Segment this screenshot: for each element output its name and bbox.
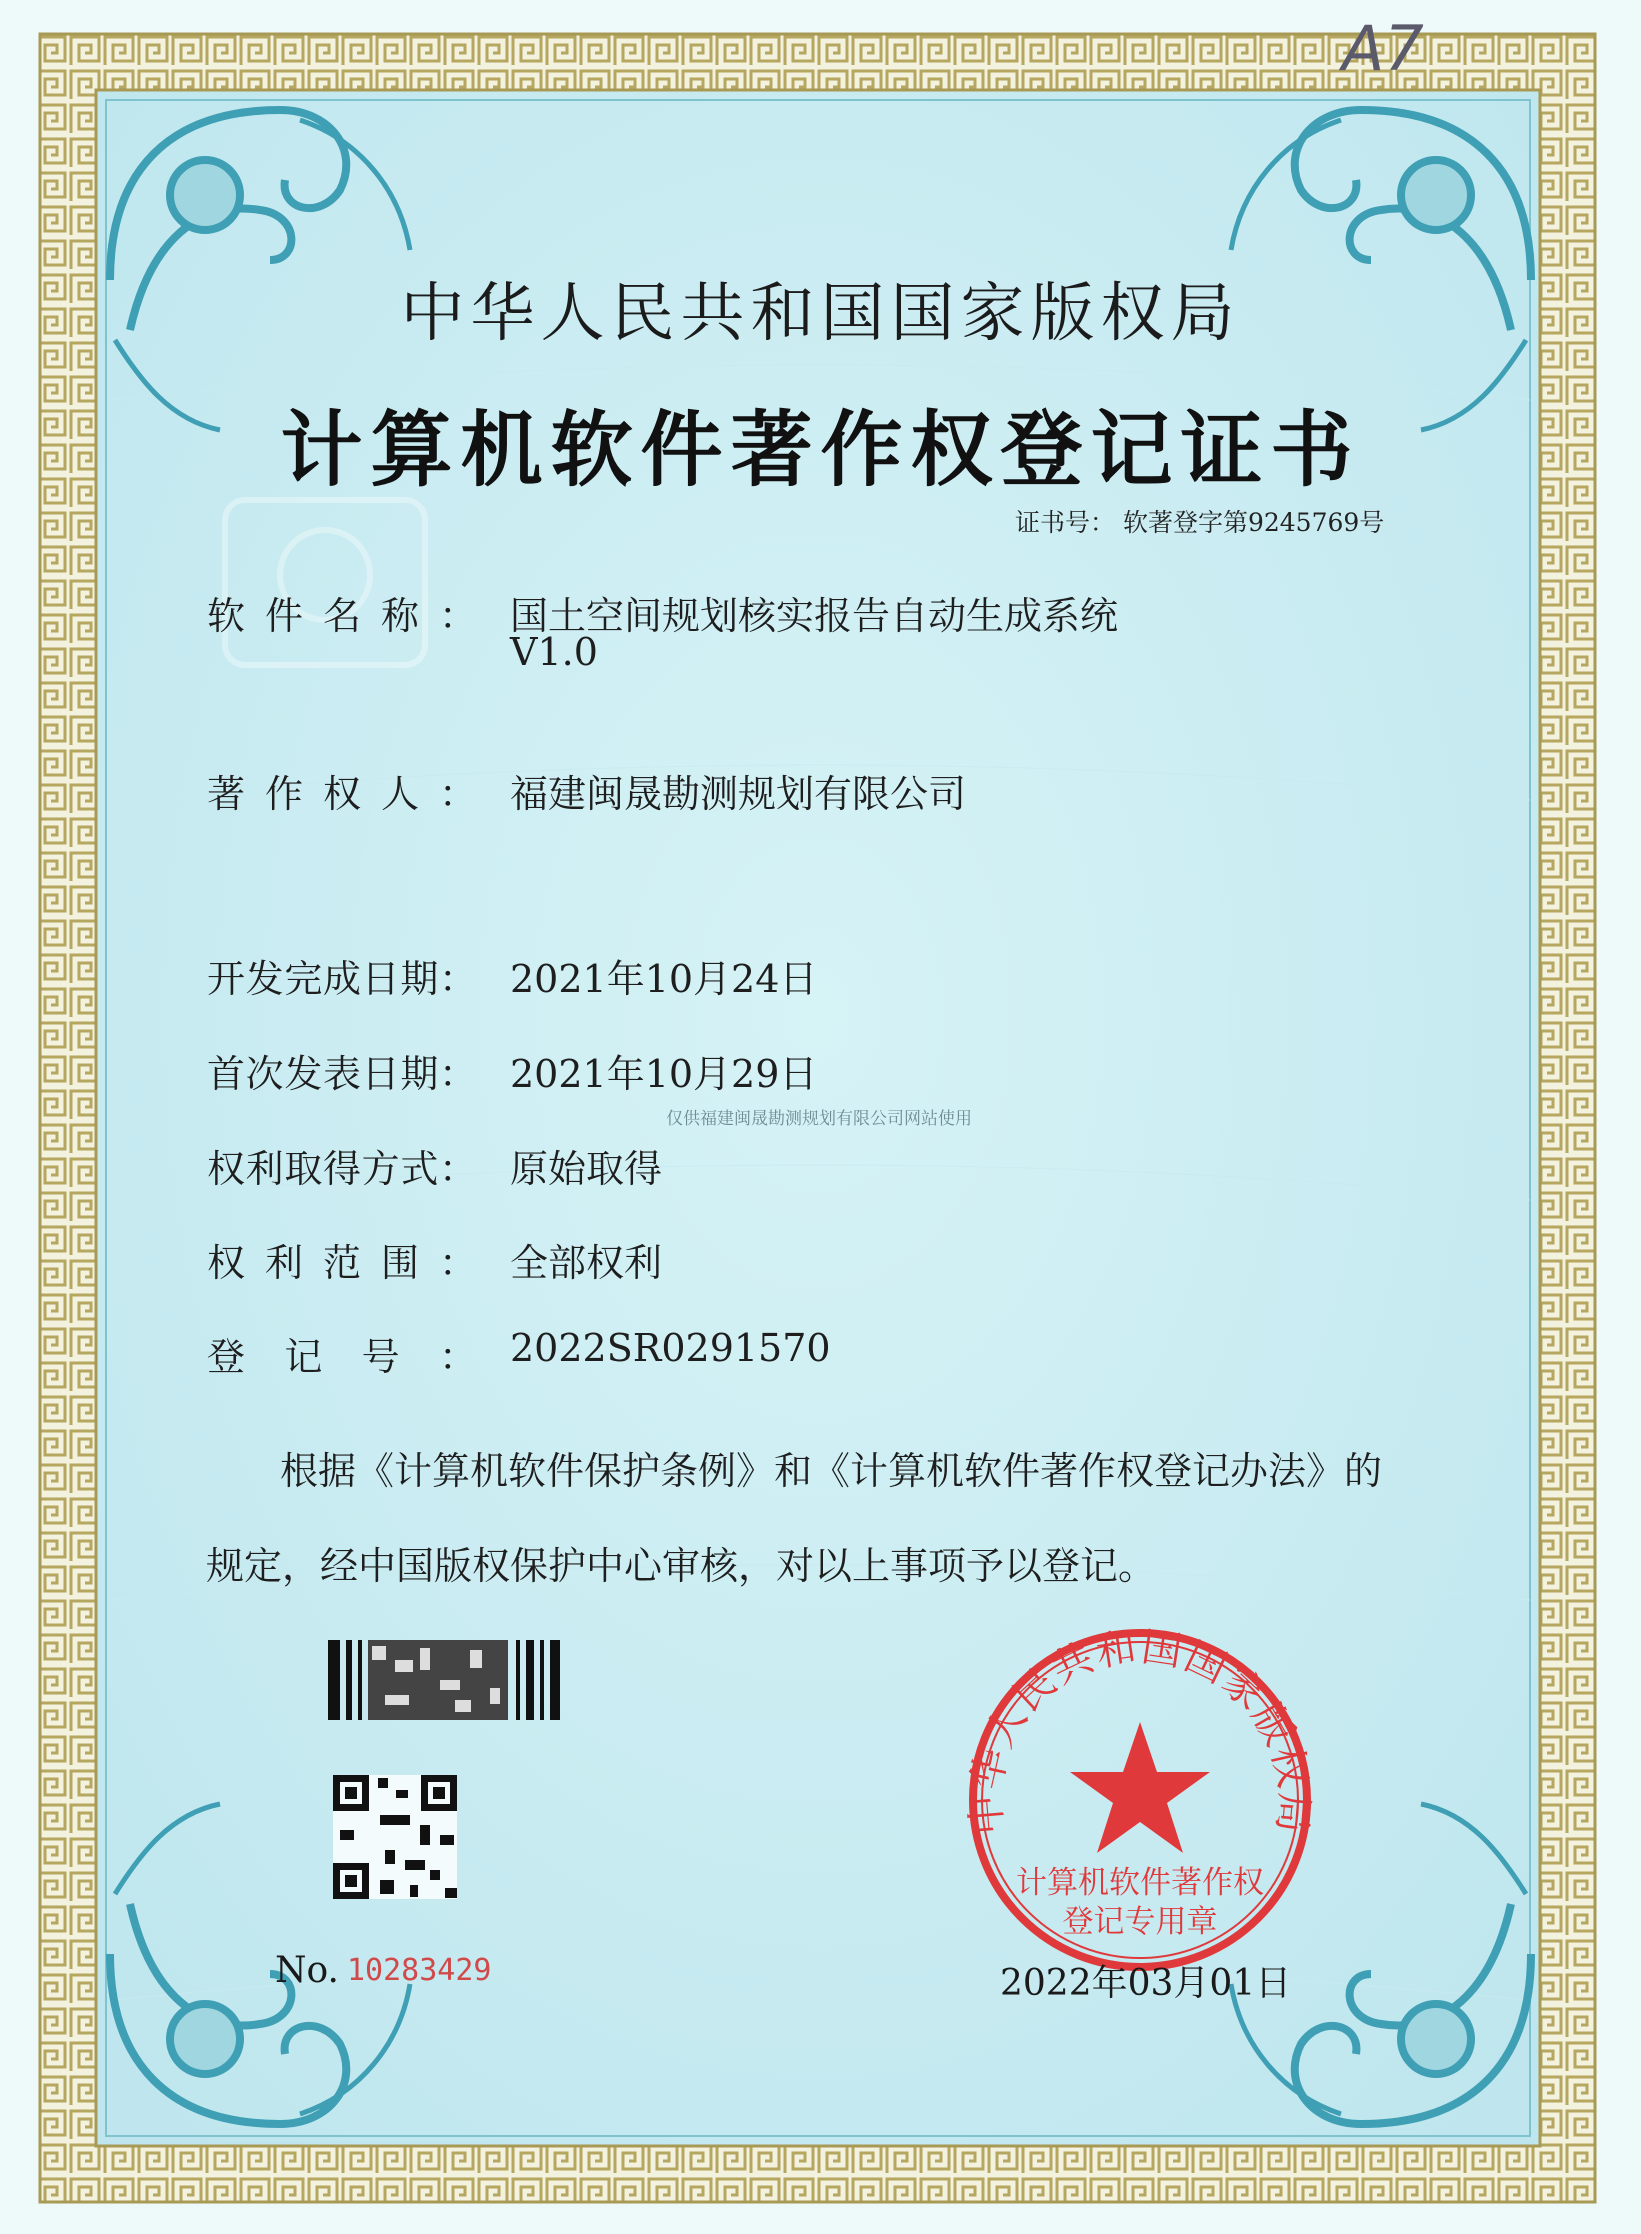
value-software-version: V1.0 [510,630,598,674]
label-acquisition-method: 权利取得方式： [207,1147,477,1191]
statement-line-1: 根据《计算机软件保护条例》和《计算机软件著作权登记办法》的 [280,1449,1383,1493]
serial-label: No. [275,1950,339,1991]
issue-date: 2022年03月01日 [1000,1963,1292,2004]
value-publish-date: 2021年10月29日 [510,1052,818,1096]
seal-inner-line1: 计算机软件著作权 [1016,1865,1264,1901]
serial-number: 10283429 [347,1953,492,1988]
handwritten-mark: A7 [1342,12,1424,85]
value-registration-number: 2022SR0291570 [510,1326,831,1370]
value-development-date: 2021年10月24日 [510,957,818,1001]
certificate-title: 计算机软件著作权登记证书 [280,402,1361,498]
label-software-name: 软件名称： [207,594,477,638]
seal-outer-text: 中华人民共和国国家版权局 [962,1624,1318,1837]
value-acquisition-method: 原始取得 [510,1147,663,1191]
seal-inner-line2: 登记专用章 [1062,1904,1218,1940]
certificate-number: 证书号： 软著登字第9245769号 [1015,508,1385,537]
value-software-name: 国土空间规划核实报告自动生成系统 [510,594,1119,638]
label-copyright-owner: 著作权人： [207,772,477,816]
watermark-text: 仅供福建闽晟勘测规划有限公司网站使用 [666,1109,972,1129]
issuer-heading: 中华人民共和国国家版权局 [400,277,1241,351]
label-rights-scope: 权利范围： [207,1241,477,1285]
label-publish-date: 首次发表日期： [207,1052,477,1096]
label-development-date: 开发完成日期： [207,957,477,1001]
label-registration-number: 登记号： [207,1335,477,1379]
qr-code [333,1775,457,1899]
statement-line-2: 规定，经中国版权保护中心审核，对以上事项予以登记。 [206,1544,1157,1588]
value-copyright-owner: 福建闽晟勘测规划有限公司 [510,772,967,816]
value-rights-scope: 全部权利 [510,1241,663,1285]
